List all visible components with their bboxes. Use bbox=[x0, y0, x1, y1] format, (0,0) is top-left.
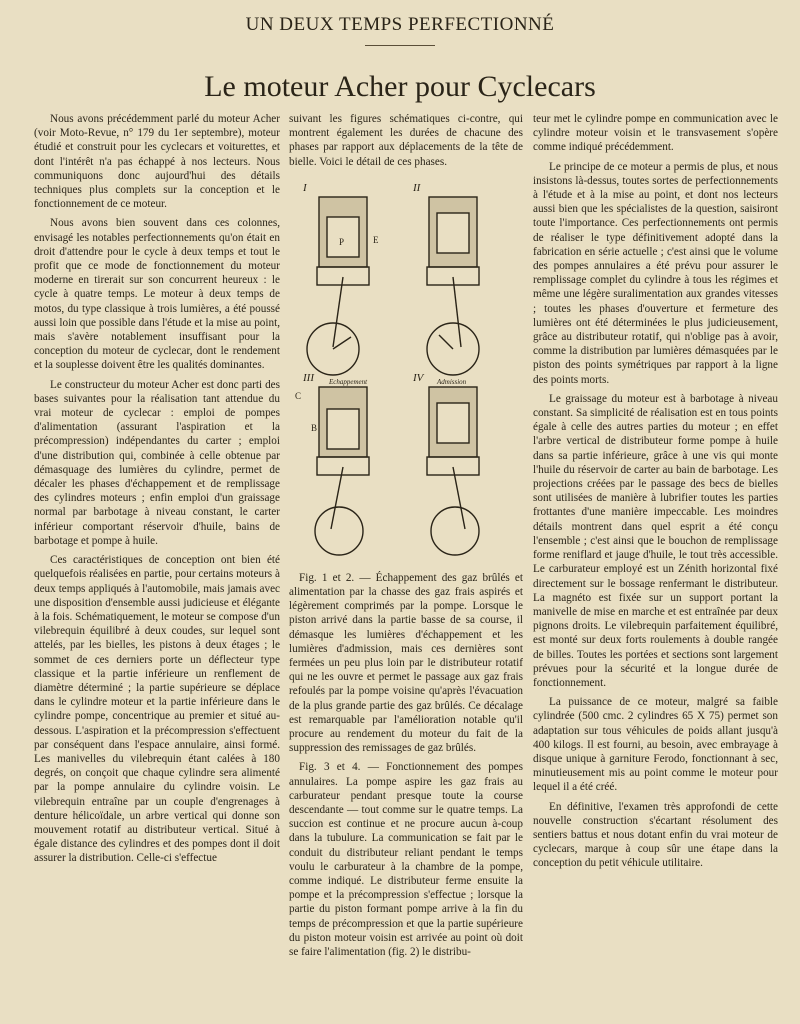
engine-schematic-figure bbox=[289, 177, 523, 565]
figure-label-echappement: Echappement bbox=[329, 377, 368, 386]
article-title: Le moteur Acher pour Cyclecars bbox=[204, 70, 596, 103]
paragraph: teur met le cylindre pompe en communication avec le cylindre moteur voisin et le transvasement s'opère comme indiqué précédemment. bbox=[533, 113, 778, 154]
column-3 bbox=[533, 112, 778, 876]
figure-label-II: II bbox=[413, 181, 421, 194]
paragraph: Nous avons précédemment parlé du moteur Acher (voir Moto-Revue, n° 179 du 1er septembre), moteur étudié et construit pour les cyclecars et voiturettes, et dont l'intérêt n'a pas échappé à nos lecteurs. Nous communiquons donc aujourd'hui des détails techniques plus complets sur la conception et le fonctionnement de ce moteur. bbox=[34, 113, 280, 211]
paragraph: Le graissage du moteur est à barbotage à niveau constant. Sa simplicité de réalisation est en tous points égale à celle des autres parties du moteur ; en effet l'arbre vertical de distributeur forme pompe à huile dans sa partie inférieure, grâce à une vis qui monte l'huile du réservoir de carter au bain de barbotage. Les projections créées par le passage des becs de bielles sont utilisées de manière à lubrifier toutes les parties frottantes d'une manière impeccable. Les moindres détails montrent dans quel esprit a été conçu l'ensemble ; c'est ainsi que le bouchon de remplissage forme reniflard et jauge d'huile, le tout très accessible. Le carburateur employé est un Zénith horizontal fixé directement sur le bossage renfermant le distributeur. La magnéto est fixée sur un support portant la manivelle de mise en marche et est entraînée par deux pignons droits. Le vilebrequin parfaitement équilibré, est monté sur deux forts roulements à double rangée de billes. Toutes les portées et sections sont largement prévues pour la sécurité et la longue durée de fonctionnement. bbox=[533, 392, 778, 689]
figure-label-P: P bbox=[339, 236, 345, 247]
column-2 bbox=[289, 112, 523, 964]
engine-diagram bbox=[289, 177, 523, 565]
paragraph: Nous avons bien souvent dans ces colonnes, envisagé les notables perfectionnements qu'on était en droit d'attendre pour le cycle à deux temps et tout le profit que ce mode de fonctionnement du moteur moderne en tirerait sur son concurrent heureux : le cycle à quatre temps. Le moteur à deux temps de motos, du type classique à trois lumières, a été poussé aussi loin que possible dans l'étude et la mise au point, mais s'avère notablement insuffisant pour la conception du moteur de cyclecar, dont le rendement et la souplesse doivent être les qualités dominantes. bbox=[34, 217, 280, 372]
caption-fig-1-2: Fig. 1 et 2. — Échappement des gaz brûlés et alimentation par la chasse des gaz frais aspirés et légèrement comprimés par la pompe. Lorsque le piston arrivé dans la partie basse de sa course, il démasque les lumières d'échappement et les lumières d'admission, mais ces dernières sont fermées un peu plus loin par le distributeur rotatif qui ne les ouvre et permet le passage aux gaz frais refoulés par la pompe voisine qu'après l'évacuation de la plus grande partie des gaz brûlés. Ce décalage est remarquable par l'amélioration notable qu'il procure au rendement du moteur du fait de la suppression des remissages de gaz brûlés. bbox=[289, 571, 523, 755]
figure-label-IV: IV bbox=[413, 371, 424, 384]
figure-label-III: III bbox=[303, 371, 314, 384]
section-kicker: UN DEUX TEMPS PERFECTIONNÉ bbox=[245, 14, 555, 35]
column-1 bbox=[34, 112, 280, 871]
figure-captions bbox=[289, 571, 523, 959]
figure-label-I: I bbox=[303, 181, 307, 194]
paragraph: suivant les figures schématiques ci-contre, qui montrent également les durées de chacune des phases par rapport aux déplacements de la tête de bielle. Voici le détail de ces phases. bbox=[289, 113, 523, 168]
header-rule bbox=[365, 45, 435, 46]
figure-label-C: C bbox=[295, 390, 302, 401]
paragraph: En définitive, l'examen très approfondi de cette nouvelle construction s'écartant résolument des sentiers battus et nous dotant enfin du vrai moteur de cyclecars, marque à coup sûr une étape dans la conception du petit véhicule utilitaire. bbox=[533, 800, 778, 870]
figure-label-E: E bbox=[373, 234, 379, 245]
paragraph: Le constructeur du moteur Acher est donc parti des bases suivantes pour la réalisation tant attendue du vrai moteur de cyclecar : emploi de pompes d'alimentation (assurant l'aspiration et la précompression) indépendantes du carter ; emploi d'une distribution qui, combinée à celle obtenue par démasquage des lumières du cylindre, permet de décaler les phases d'échappement et de remplissage des cylindres moteurs ; enfin emploi d'un graissage normal par barbotage à niveau constant, le carter inférieur comportant réservoir d'huile, bains de barbotage et pompe à huile. bbox=[34, 378, 280, 547]
paragraph: Le principe de ce moteur a permis de plus, et nous insistons là-dessus, toutes sortes de perfectionnements à l'étude et à la mise au point, et dont nos lecteurs aussi bien que les spécialistes de la question, saisiront toute l'importance. Ces perfectionnements ont permis de réaliser le type définitivement adopté dans la fabrication en série actuelle ; c'est ainsi que le volume des pompes annulaires a été prévu pour assurer le remplissage complet du cylindre à tous les régimes et même une légère suralimentation aux grandes vitesses ; toutes les phases d'ouverture et fermeture des lumières ont été déterminées le plus judicieusement, grâce au distributeur rotatif, qui n'oblige pas à avoir, comme la distribution par lumières démasquées par le piston des points symétriques par rapport à la ligne des points morts. bbox=[533, 160, 778, 386]
figure-label-admission: Admission bbox=[437, 377, 467, 386]
paragraph: La puissance de ce moteur, malgré sa faible cylindrée (500 cmc. 2 cylindres 65 X 75) permet son adaptation sur tous véhicules de poids allant jusqu'à 400 kilogs. Il est fourni, au besoin, avec embrayage à disque unique à garniture Ferodo, fonctionnant à sec, minutieusement mis au point comme le moteur pour lequel il a été créé. bbox=[533, 696, 778, 794]
caption-fig-3-4: Fig. 3 et 4. — Fonctionnement des pompes annulaires. La pompe aspire les gaz frais au carburateur pendant presque toute la course descendante — tout comme sur le quatre temps. La succion est continue et ne procure aucun à-coup dans la tubulure. La communication se fait par le conduit du distributeur reliant pendant le temps voulu le carburateur à la chambre de la pompe, comme indiqué. Le distributeur ferme ensuite la pompe et la précompression s'effectue ; lorsque la partie du piston formant pompe arrive à la fin du temps de précompression et que la partie supérieure du piston moteur voisin est arrivée au point où doit se faire l'alimentation (fig. 2) le distribu- bbox=[289, 761, 523, 959]
figure-label-B: B bbox=[311, 422, 318, 433]
paragraph: Ces caractéristiques de conception ont bien été quelquefois réalisées en partie, pour certains moteurs à deux temps appliqués à l'automobile, mais jamais avec une disposition d'ensemble aussi judicieuse et élégante à la fois. Schématiquement, le moteur se compose d'un vilebrequin équilibré à deux coudes, sur lequel sont attelés, par les bielles, les pistons à deux étages ; le sommet de ces derniers porte un déflecteur type classique et la partie inférieure un renflement de diamètre déterminé ; la partie supérieure se déplace dans le cylindre moteur et la partie inférieure dans le cylindre pompe, concentrique au premier et situé au-dessous. L'aspiration et la précompression s'effectuent par conséquent dans l'espace annulaire, ainsi formé. Les manivelles du vilebrequin étant calées à 180 degrés, on conçoit que chaque cylindre sera alimenté par la pompe annulaire du cylindre voisin. Le vilebrequin entraîne par un couple d'engrenages à denture hélicoïdale, un arbre vertical qui donne son mouvement rotatif au distributeur vertical. Situé à égale distance des cylindres et des pompes dont il doit assurer la distribution. Celle-ci s'effectue bbox=[34, 554, 280, 865]
